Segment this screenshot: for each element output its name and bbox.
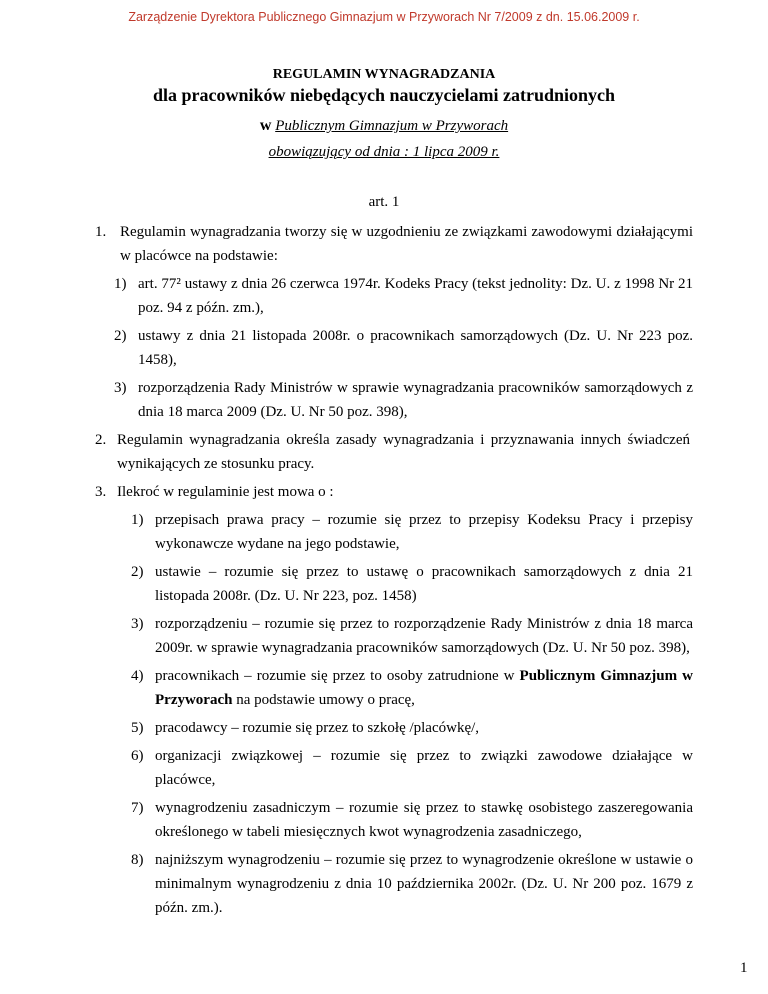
page-header: Zarządzenie Dyrektora Publicznego Gimnazjum w Przyworach Nr 7/2009 z dn. 15.06.2009 r. — [128, 10, 640, 24]
item-text: art. 77² ustawy z dnia 26 czerwca 1974r. Kodeks Pracy (tekst jednolity: Dz. U. z 1998 Nr 21 poz. 94 z późn. zm.), — [138, 276, 693, 316]
item-number: 2) — [114, 328, 127, 344]
item-text: ustawy z dnia 21 listopada 2008r. o pracownikach samorządowych (Dz. U. Nr 223 poz. 1458), — [138, 328, 693, 368]
item-text: organizacji związkowej – rozumie się przez to związki zawodowe działające w placówce, — [155, 748, 693, 788]
list-item — [114, 376, 693, 424]
effective-date: obowiązujący od dnia : 1 lipca 2009 r. — [268, 144, 500, 160]
item-text: wynagrodzeniu zasadniczym – rozumie się przez to stawkę osobistego zaszeregowania określonego w tabeli miesięcznych kwot wynagrodzenia zasadniczego, — [155, 800, 693, 840]
item-text: rozporządzenia Rady Ministrów w sprawie wynagradzania pracowników samorządowych z dnia 18 marca 2009 (Dz. U. Nr 50 poz. 398), — [138, 380, 693, 420]
paragraph-number: 3. — [95, 484, 107, 500]
list-item — [131, 664, 693, 712]
list-item — [114, 272, 693, 320]
list-item — [131, 744, 693, 792]
item-text-before: pracownikach – rozumie się przez to osoby zatrudnione w — [155, 668, 520, 684]
list-item — [131, 560, 693, 608]
article-heading: art. 1 — [368, 194, 400, 210]
effective-date-line — [0, 142, 768, 162]
paragraph-number: 1. — [95, 224, 107, 240]
item-number: 2) — [131, 564, 144, 580]
item-number: 1) — [114, 276, 127, 292]
item-text: pracodawcy – rozumie się przez to szkołę /placówkę/, — [155, 720, 480, 736]
item-text-after: na podstawie umowy o pracę, — [232, 692, 415, 708]
item-text-bold: Publicznym Gimnazjum w Przyworach — [155, 668, 693, 708]
item-text: ustawie – rozumie się przez to ustawę o pracownikach samorządowych z dnia 21 listopada 2008r. (Dz. U. Nr 223, poz. 1458) — [155, 564, 693, 604]
list-item — [131, 848, 693, 920]
paragraph-text: Ilekroć w regulaminie jest mowa o : — [117, 484, 334, 500]
institution-line — [0, 116, 768, 136]
title-block — [0, 66, 768, 162]
item-number: 7) — [131, 800, 144, 816]
list-item — [131, 508, 693, 556]
document-subtitle: dla pracowników niebędących nauczycielami zatrudnionych — [152, 85, 615, 105]
item-text: rozporządzeniu – rozumie się przez to rozporządzenie Rady Ministrów z dnia 18 marca 2009r. w sprawie wynagradzania pracowników samorządowych (Dz. U. Nr 50 poz. 398), — [155, 616, 693, 656]
document-title: REGULAMIN WYNAGRADZANIA — [272, 67, 496, 82]
document-body — [0, 220, 768, 920]
institution-prefix: w — [259, 117, 272, 134]
paragraph-3 — [95, 480, 690, 504]
list-item — [131, 612, 693, 660]
item-text: najniższym wynagrodzeniu – rozumie się przez to wynagrodzenie określone w ustawie o minimalnym wynagrodzeniu z dnia 10 października 2002r. (Dz. U. Nr 200 poz. 1679 z późn. zm.). — [155, 852, 693, 916]
paragraph-text: Regulamin wynagradzania określa zasady wynagradzania i przyznawania innych świadczeń wynikających ze stosunku pracy. — [117, 432, 690, 472]
item-number: 5) — [131, 720, 144, 736]
list-item — [131, 796, 693, 844]
list-item — [131, 716, 693, 740]
item-number: 3) — [131, 616, 144, 632]
paragraph-text: Regulamin wynagradzania tworzy się w uzgodnieniu ze związkami zawodowymi działającymi w placówce na podstawie: — [120, 224, 693, 264]
item-number: 6) — [131, 748, 144, 764]
page-number: 1 — [740, 960, 748, 976]
list-item — [114, 324, 693, 372]
item-number: 1) — [131, 512, 144, 528]
item-text: przepisach prawa pracy – rozumie się przez to przepisy Kodeksu Pracy i przepisy wykonawcze wydane na jego podstawie, — [155, 512, 693, 552]
item-number: 4) — [131, 668, 144, 684]
paragraph-1 — [95, 220, 693, 268]
institution-name: Publicznym Gimnazjum w Przyworach — [275, 118, 509, 134]
paragraph-number: 2. — [95, 432, 107, 448]
paragraph-2 — [95, 428, 690, 476]
item-number: 3) — [114, 380, 127, 396]
item-number: 8) — [131, 852, 144, 868]
